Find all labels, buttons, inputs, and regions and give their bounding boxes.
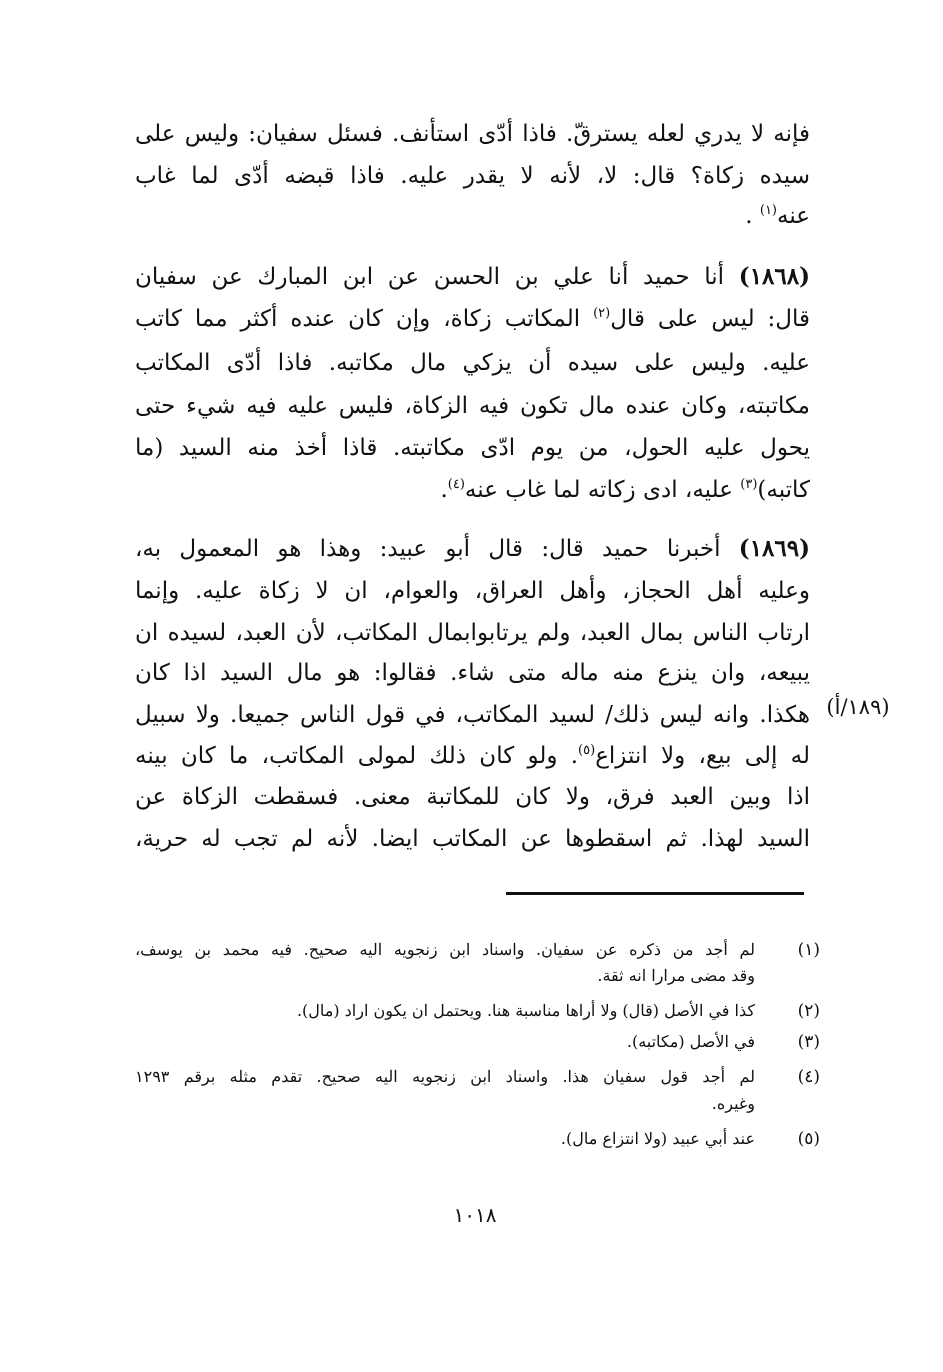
para2-line6-end: . bbox=[440, 477, 448, 503]
para2-line2-a: قال: ليس على قال bbox=[610, 306, 811, 332]
para3-line3: ارتاب الناس بمال العبد، ولم يرتابوابمال المكاتب، لأن العبد، لسيده ان bbox=[135, 620, 810, 646]
footnote-3-line1: في الأصل (مكاتبه). bbox=[626, 1032, 755, 1051]
margin-folio-ref: (١٨٩/أ) bbox=[826, 695, 890, 719]
para2-line2 bbox=[135, 302, 810, 336]
para3-line5: هكذا. وانه ليس ذلك/ لسيد المكاتب، في قول الناس جميعا. ولا سبيل bbox=[135, 702, 810, 728]
para2-line1 bbox=[135, 260, 810, 294]
footnote-2-mark: (٢) bbox=[797, 1001, 820, 1021]
footnote-divider bbox=[506, 892, 804, 895]
para1-line2: سيده زكاة؟ قال: لا، لأنه لا يقدر عليه. فاذا قبضه أدّى لما غاب bbox=[135, 163, 810, 189]
footnote-ref-5: (٥) bbox=[578, 743, 596, 758]
page-number: ١٠١٨ bbox=[453, 1203, 497, 1227]
hadith-number-1869: (١٨٦٩) bbox=[738, 535, 810, 562]
para1-line1: فإنه لا يدري لعله يسترقّ. فاذا أدّى استأنف. فسئل سفيان: وليس على bbox=[135, 121, 810, 147]
footnote-1-mark: (١) bbox=[797, 940, 820, 960]
para3-line6-a: له إلى بيع، ولا انتزاع bbox=[595, 743, 811, 769]
footnote-2-line1: كذا في الأصل (قال) ولا أراها مناسبة هنا. ويحتمل ان يكون اراد (مال). bbox=[296, 1001, 755, 1020]
para3-line1-text: أخبرنا حميد قال: قال أبو عبيد: وهذا هو المعمول به، bbox=[135, 536, 721, 562]
footnote-4-mark: (٤) bbox=[797, 1067, 820, 1087]
para1-line3 bbox=[135, 199, 810, 233]
para3-line8: السيد لهذا. ثم اسقطوها عن المكاتب ايضا. لأنه لم تجب له حرية، bbox=[135, 826, 810, 852]
hadith-number-1868: (١٨٦٨) bbox=[738, 263, 810, 290]
para3-line7: اذا وبين العبد فرق، ولا كان للمكاتبة معنى. فسقطت الزكاة عن bbox=[135, 784, 810, 810]
footnote-4-line1: لم أجد قول سفيان هذا. واسناد ابن زنجويه اليه صحيح. تقدم مثله برقم ١٢٩٣ bbox=[135, 1067, 756, 1086]
para2-line6 bbox=[135, 473, 810, 507]
footnote-3-mark: (٣) bbox=[797, 1032, 820, 1052]
para3-line1 bbox=[135, 532, 810, 566]
para2-line6-a: كاتبه) bbox=[757, 477, 810, 503]
para2-line5: يحول عليه الحول، من يوم ادّى مكاتبته. قاذا أخذ منه السيد (ما bbox=[135, 435, 810, 461]
footnote-5-line1: عند أبي عبيد (ولا انتزاع مال). bbox=[560, 1129, 755, 1148]
footnote-5-mark: (٥) bbox=[797, 1129, 820, 1149]
footnote-4-line2: وغيره. bbox=[711, 1094, 755, 1113]
footnote-ref-2: (٢) bbox=[593, 306, 611, 321]
footnote-ref-3: (٣) bbox=[740, 477, 758, 492]
para2-line4: مكاتبته، وكان عنده مال تكون فيه الزكاة، فليس عليه فيه شيء حتى bbox=[135, 393, 810, 419]
para3-line2: وعليه أهل الحجاز، وأهل العراق، والعوام، ان لا زكاة عليه. وإنما bbox=[135, 578, 810, 604]
footnote-1-line2: وقد مضى مرارا انه ثقة. bbox=[597, 966, 755, 985]
para1-line3-text: عنه bbox=[777, 203, 810, 229]
para2-line6-b: عليه، ادى زكاته لما غاب عنه bbox=[464, 477, 733, 503]
para3-line6 bbox=[135, 739, 810, 773]
para3-line6-b: . ولو كان ذلك لمولى المكاتب، ما كان بينه bbox=[135, 743, 579, 769]
para2-line3: عليه. وليس على سيده أن يزكي مال مكاتبه. فاذا أدّى المكاتب bbox=[135, 350, 810, 376]
para3-line4: يبيعه، وان ينزع منه ماله متى شاء. فقالوا: هو مال السيد اذا كان bbox=[135, 660, 810, 686]
footnote-ref-4: (٤) bbox=[447, 477, 465, 492]
para1-line3-end: . bbox=[745, 203, 753, 229]
footnote-1-line1: لم أجد من ذكره عن سفيان. واسناد ابن زنجويه اليه صحيح. فيه محمد بن يوسف، bbox=[135, 940, 756, 959]
footnote-ref-1: (١) bbox=[759, 203, 777, 218]
para2-line2-b: المكاتب زكاة، وإن كان عنده أكثر مما كاتب bbox=[135, 306, 581, 332]
para2-line1-text: أنا حميد أنا علي بن الحسن عن ابن المبارك عن سفيان bbox=[135, 264, 725, 290]
